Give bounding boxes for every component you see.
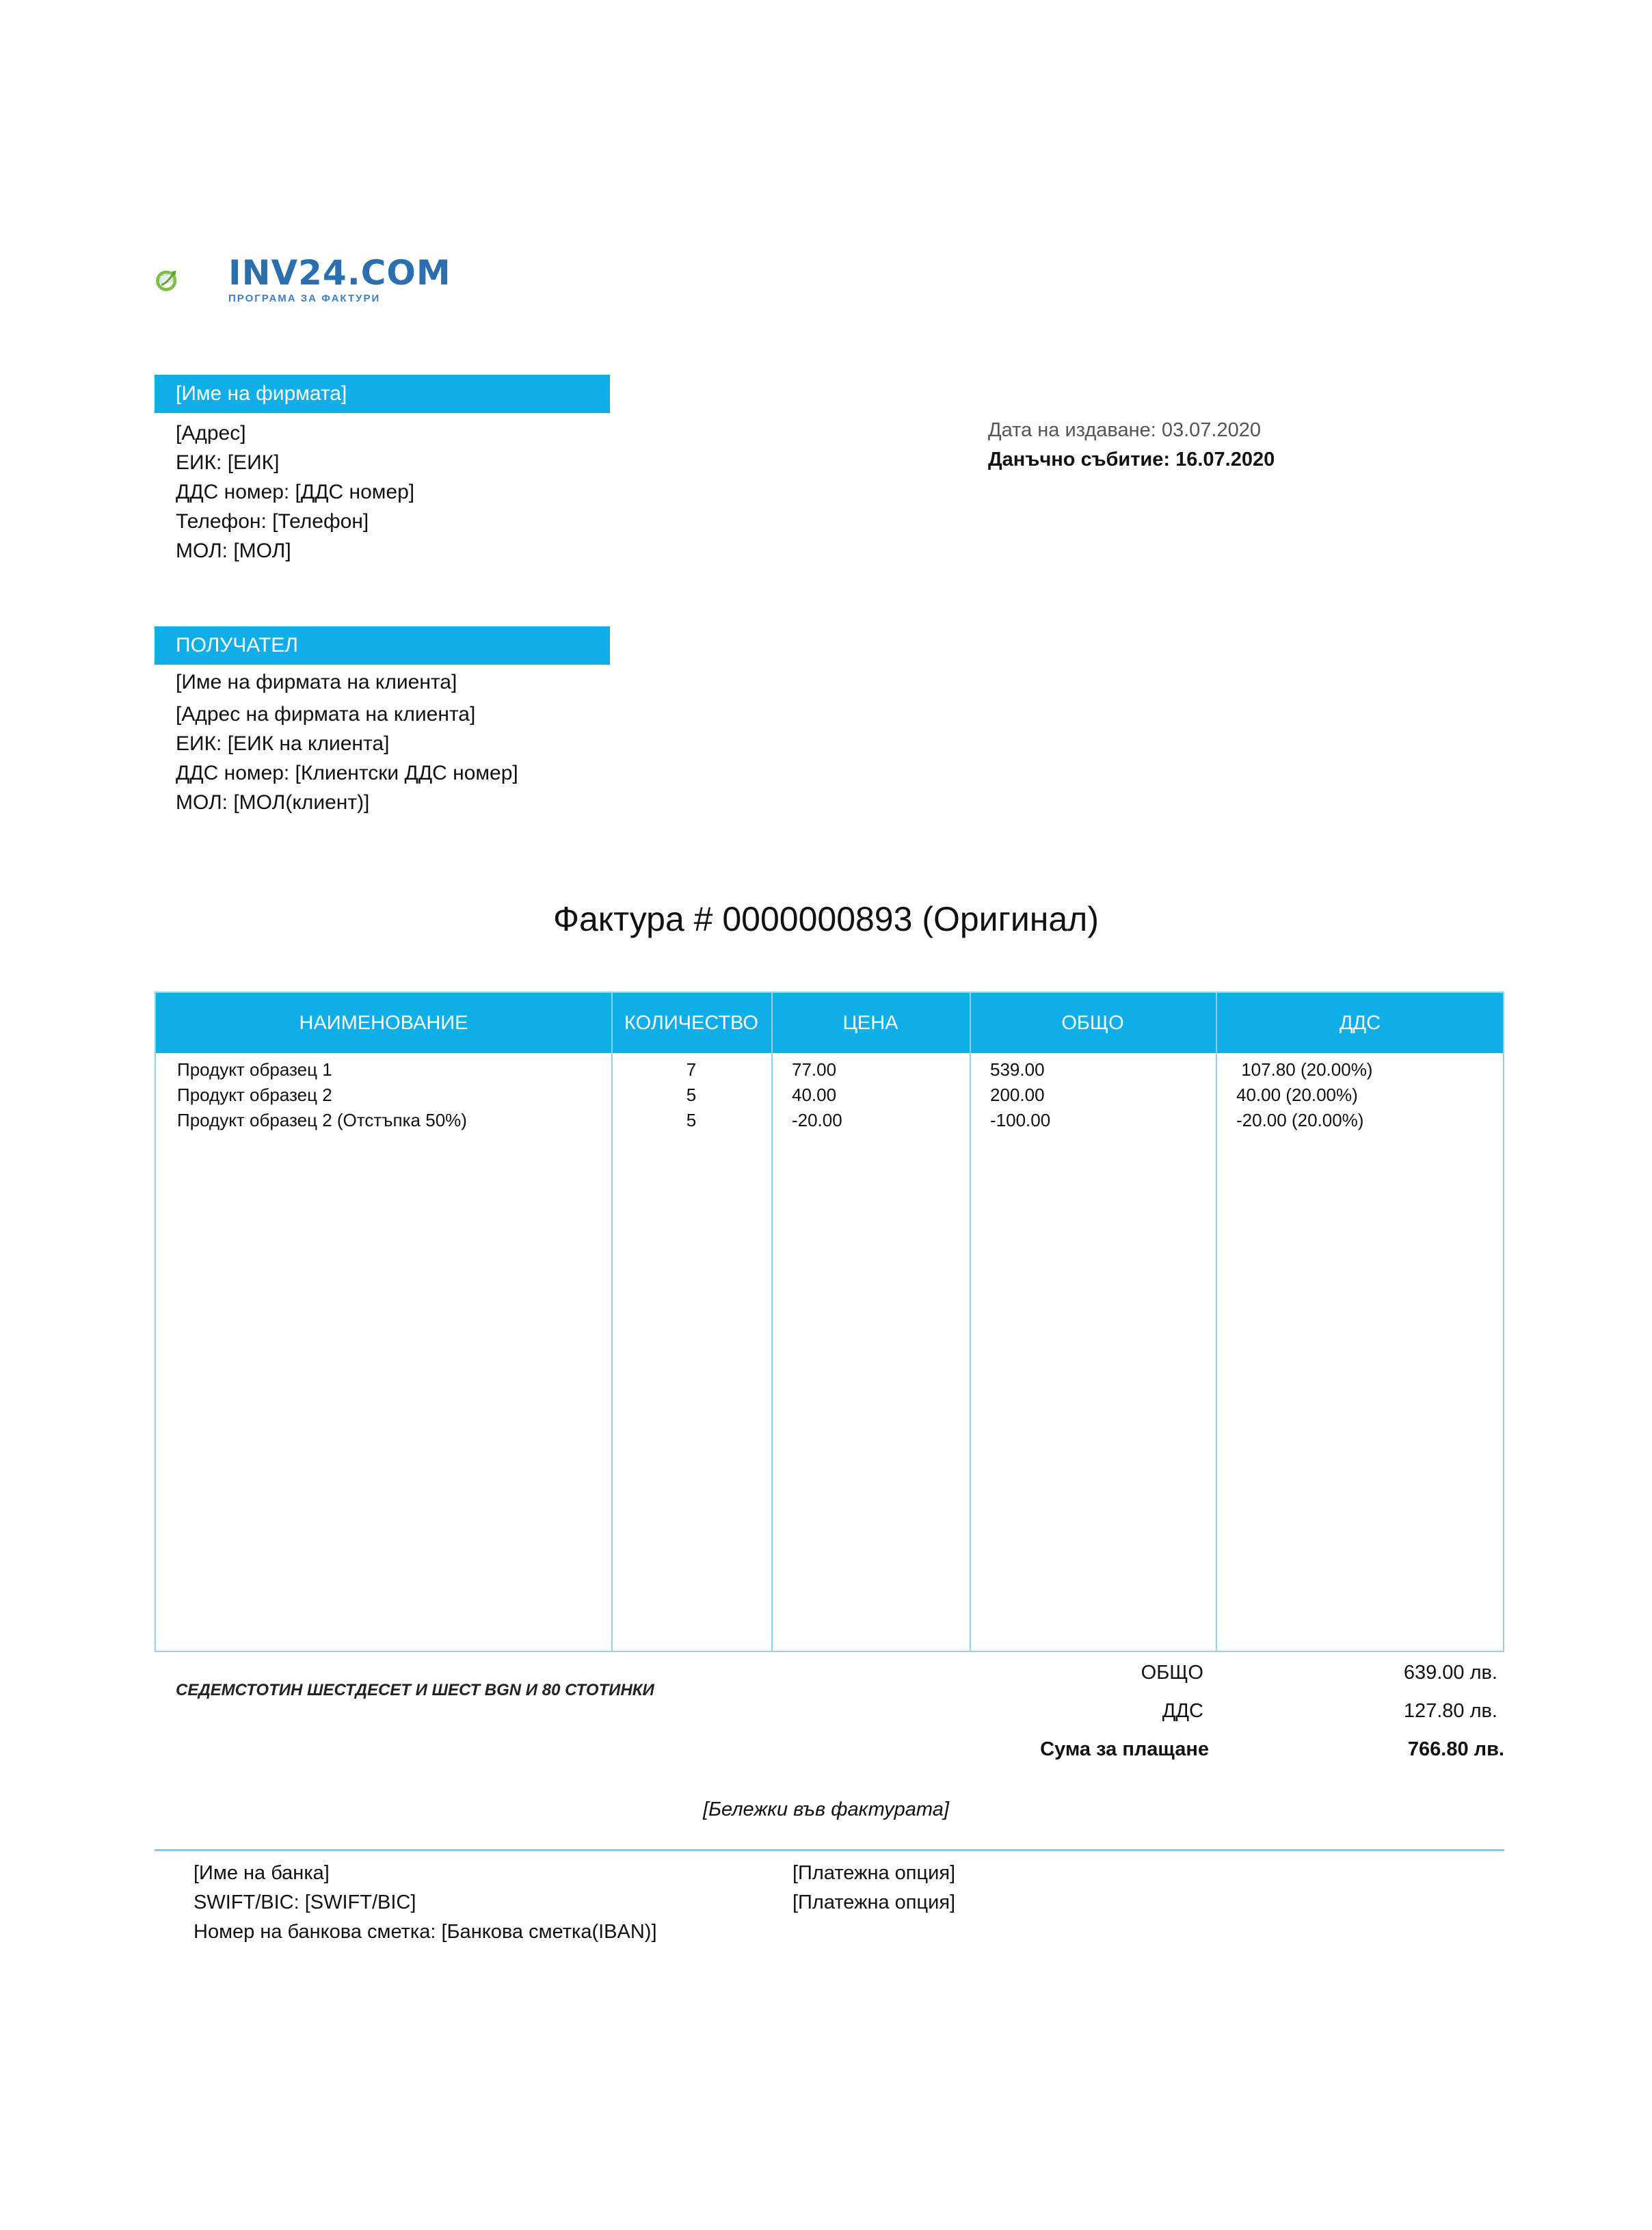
invoice-notes: [Бележки във фактурата] (703, 1798, 949, 1820)
column-divider (771, 993, 773, 1651)
issue-date: Дата на издаване: 03.07.2020 (988, 419, 1261, 441)
logo-text: INV24.COM (228, 253, 451, 293)
recipient-mol: МОЛ: [МОЛ(клиент)] (176, 791, 370, 814)
row-3-total: -100.00 (990, 1110, 1051, 1130)
vat-value: 127.80 лв. (1403, 1700, 1497, 1722)
row-1-name: Продукт образец 1 (177, 1059, 332, 1080)
subtotal-label: ОБЩО (1141, 1662, 1203, 1684)
recipient-address: [Адрес на фирмата на клиента] (176, 703, 476, 726)
issuer-phone: Телефон: [Телефон] (176, 510, 369, 533)
header-price: ЦЕНА (842, 1012, 898, 1034)
recipient-eik: ЕИК: [ЕИК на клиента] (176, 732, 390, 755)
row-2-price: 40.00 (792, 1085, 837, 1105)
recipient-vat-number: ДДС номер: [Клиентски ДДС номер] (176, 762, 518, 784)
recipient-header-bar: ПОЛУЧАТЕЛ (155, 626, 610, 665)
row-3-price: -20.00 (792, 1110, 842, 1130)
recipient-name: [Име на фирмата на клиента] (176, 671, 457, 693)
row-2-quantity: 5 (686, 1085, 697, 1105)
amount-due-label: Сума за плащане (1040, 1738, 1209, 1760)
payment-option-1: [Платежна опция] (792, 1862, 956, 1884)
divider (155, 1849, 1504, 1851)
row-3-name: Продукт образец 2 (Отстъпка 50%) (177, 1110, 467, 1130)
row-1-total: 539.00 (990, 1059, 1045, 1080)
column-divider (1216, 993, 1217, 1651)
issuer-name-bar: [Име на фирмата] (155, 375, 610, 413)
logo-subtitle: ПРОГРАМА ЗА ФАКТУРИ (228, 293, 381, 304)
table-header-row (156, 993, 1503, 1053)
amount-due-value: 766.80 лв. (1407, 1738, 1504, 1760)
header-quantity: КОЛИЧЕСТВО (624, 1012, 758, 1034)
tax-event-date: Данъчно събитие: 16.07.2020 (988, 449, 1275, 470)
row-2-vat: 40.00 (20.00%) (1236, 1085, 1358, 1105)
invoice-arrow-logo-icon (155, 246, 230, 315)
column-divider (970, 993, 971, 1651)
issuer-eik: ЕИК: [ЕИК] (176, 451, 280, 474)
amount-in-words: СЕДЕМСТОТИН ШЕСТДЕСЕТ И ШЕСТ BGN И 80 СТОТИНКИ (176, 1681, 654, 1699)
row-3-quantity: 5 (686, 1110, 697, 1130)
header-name: НАИМЕНОВАНИЕ (299, 1012, 468, 1034)
row-2-name: Продукт образец 2 (177, 1085, 332, 1105)
bank-iban: Номер на банкова сметка: [Банкова сметка(IBAN)] (194, 1921, 657, 1943)
issuer-address: [Адрес] (176, 422, 246, 444)
items-table (155, 992, 1504, 1652)
invoice-title: Фактура # 0000000893 (Оригинал) (552, 900, 1100, 938)
row-1-quantity: 7 (686, 1059, 697, 1080)
issuer-mol: МОЛ: [МОЛ] (176, 540, 291, 562)
row-1-price: 77.00 (792, 1059, 837, 1080)
row-3-vat: -20.00 (20.00%) (1236, 1110, 1364, 1130)
payment-option-2: [Платежна опция] (792, 1891, 956, 1913)
issuer-vat-number: ДДС номер: [ДДС номер] (176, 481, 415, 503)
row-2-total: 200.00 (990, 1085, 1045, 1105)
row-1-vat: 107.80 (20.00%) (1236, 1059, 1373, 1080)
vat-label: ДДС (1162, 1700, 1203, 1722)
bank-swift: SWIFT/BIC: [SWIFT/BIC] (194, 1891, 416, 1913)
subtotal-value: 639.00 лв. (1403, 1662, 1497, 1684)
header-vat: ДДС (1339, 1012, 1381, 1034)
bank-name: [Име на банка] (194, 1862, 330, 1884)
header-total: ОБЩО (1061, 1012, 1124, 1034)
